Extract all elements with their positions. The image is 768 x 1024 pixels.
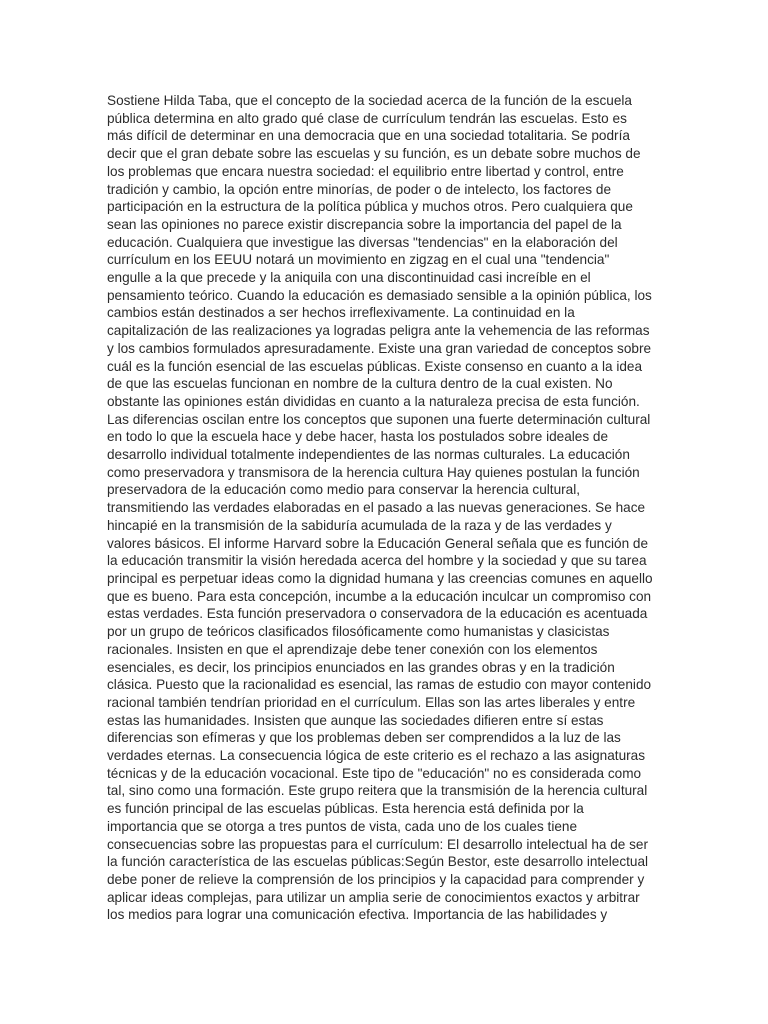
text-line: tradición y cambio, la opción entre minorías, de poder o de intelecto, los factores de <box>107 181 612 197</box>
text-line: transmitiendo las verdades elaboradas en el pasado a las nuevas generaciones. Se hace <box>107 500 646 516</box>
text-line: racionales. Insisten en que el aprendizaje debe tener conexión con los elementos <box>107 641 598 657</box>
text-line: obstante las opiniones están divididas en cuanto a la naturaleza precisa de esta función. <box>107 393 640 409</box>
text-line: estas verdades. Esta función preservadora o conservadora de la educación es acentuada <box>107 606 648 622</box>
text-line: capitalización de las realizaciones ya logradas peligra ante la vehemencia de las reformas <box>107 323 650 339</box>
text-line: diferencias son efímeras y que los problemas deben ser comprendidos a la luz de las <box>107 730 621 746</box>
text-line: como preservadora y transmisora de la herencia cultura Hay quienes postulan la función <box>107 464 640 480</box>
text-line: clásica. Puesto que la racionalidad es esencial, las ramas de estudio con mayor contenido <box>107 677 652 693</box>
text-line: hincapié en la transmisión de la sabiduría acumulada de la raza y de las verdades y <box>107 517 612 533</box>
text-line: pública determina en alto grado qué clase de currículum tendrán las escuelas. Esto es <box>107 110 627 126</box>
text-line: tal, sino como una formación. Este grupo reitera que la transmisión de la herencia cultural <box>107 783 648 799</box>
text-line: cuál es la función esencial de las escuelas públicas. Existe consenso en cuanto a la idea <box>107 358 643 374</box>
text-line: aplicar ideas complejas, para utilizar un amplia serie de conocimientos exactos y arbitrar <box>107 889 640 905</box>
text-line: los medios para lograr una comunicación efectiva. Importancia de las habilidades y <box>107 907 608 923</box>
text-line: cambios están destinados a ser hechos irreflexivamente. La continuidad en la <box>107 305 575 321</box>
text-line: más difícil de determinar en una democracia que en una sociedad totalitaria. Se podría <box>107 128 630 144</box>
text-line: principal es perpetuar ideas como la dignidad humana y las creencias comunes en aquello <box>107 570 653 586</box>
text-line: Sostiene Hilda Taba, que el concepto de la sociedad acerca de la función de la escuela <box>107 93 632 108</box>
text-line: participación en la estructura de la política pública y muchos otros. Pero cualquiera que <box>107 199 633 215</box>
text-line: en todo lo que la escuela hace y debe hacer, hasta los postulados sobre ideales de <box>107 429 609 445</box>
text-line: consecuencias sobre las propuestas para el currículum: El desarrollo intelectual ha de ser <box>107 836 649 852</box>
text-line: decir que el gran debate sobre las escuelas y su función, es un debate sobre muchos de <box>107 146 641 162</box>
text-line: currículum en los EEUU notará un movimiento en zigzag en el cual una "tendencia" <box>107 252 610 268</box>
text-line: educación. Cualquiera que investigue las diversas "tendencias" en la elaboración del <box>107 234 618 250</box>
text-line: desarrollo individual totalmente independientes de las normas culturales. La educación <box>107 447 630 463</box>
body-paragraph <box>107 92 667 924</box>
text-line: de que las escuelas funcionan en nombre de la cultura dentro de la cual existen. No <box>107 376 613 392</box>
text-line: estas las humanidades. Insisten que aunque las sociedades difieren entre sí estas <box>107 712 604 728</box>
text-line: la función característica de las escuelas públicas:Según Bestor, este desarrollo intelectual <box>107 854 649 870</box>
text-line: Las diferencias oscilan entre los conceptos que suponen una fuerte determinación cultural <box>107 411 651 427</box>
text-line: debe poner de relieve la comprensión de los principios y la capacidad para comprender y <box>107 871 645 887</box>
text-line: pensamiento teórico. Cuando la educación es demasiado sensible a la opinión pública, los <box>107 287 652 303</box>
text-line: preservadora de la educación como medio para conservar la herencia cultural, <box>107 482 581 498</box>
text-line: y los cambios formulados apresuradamente. Existe una gran variedad de conceptos sobre <box>107 340 652 356</box>
text-line: importancia que se otorga a tres puntos de vista, cada uno de los cuales tiene <box>107 818 578 834</box>
text-line: los problemas que encara nuestra sociedad: el equilibrio entre libertad y control, entre <box>107 163 624 179</box>
text-line: es función principal de las escuelas públicas. Esta herencia está definida por la <box>107 801 584 817</box>
text-line: engulle a la que precede y la aniquila con una discontinuidad casi increíble en el <box>107 270 591 286</box>
text-line: valores básicos. El informe Harvard sobre la Educación General señala que es función de <box>107 535 649 551</box>
text-line: racional también tendrían prioridad en el currículum. Ellas son las artes liberales y entre <box>107 694 636 710</box>
text-line: la educación transmitir la visión heredada acerca del hombre y la sociedad y que su tarea <box>107 553 647 569</box>
text-line: esenciales, es decir, los principios enunciados en las grandes obras y en la tradición <box>107 659 615 675</box>
text-line: por un grupo de teóricos clasificados filosóficamente como humanistas y clasicistas <box>107 624 610 640</box>
text-line: sean las opiniones no parece existir discrepancia sobre la importancia del papel de la <box>107 216 622 232</box>
text-line: que es bueno. Para esta concepción, incumbe a la educación inculcar un compromiso con <box>107 588 652 604</box>
text-line: verdades eternas. La consecuencia lógica de este criterio es el rechazo a las asignaturas <box>107 748 646 764</box>
text-line: técnicas y de la educación vocacional. Este tipo de "educación" no es considerada como <box>107 765 642 781</box>
